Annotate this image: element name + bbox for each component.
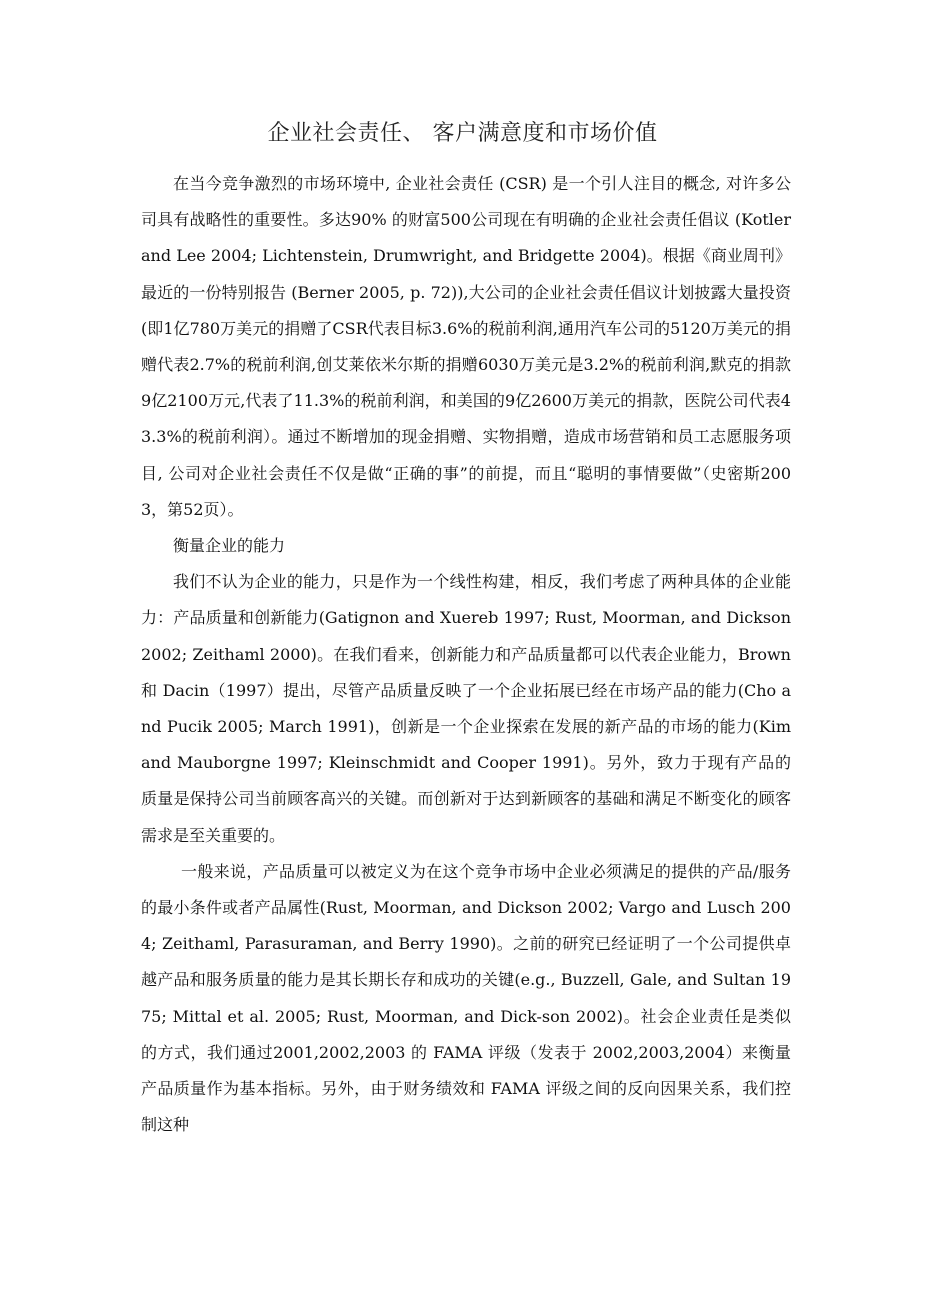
paragraph-product-quality: 一般来说，产品质量可以被定义为在这个竞争市场中企业必须满足的提供的产品/服务的最小条件或者产品属性(Rust, Moorman, and Dickson 2002; Vargo and Lusch 2004; Zeithaml, Parasuraman, and Berry 1990)。之前的研究已经证明了一个公司提供卓越产品和服务质量的能力是其长期长存和成功的关键(e.g., Buzzell, Gale, and Sultan 1975; Mittal et al. 2005; Rust, Moorman, and Dick-son 2002)。社会企业责任是类似的方式，我们通过2001,2002,2003 的 FAMA 评级（发表于 2002,2003,2004）来衡量产品质量作为基本指标。另外，由于财务绩效和 FAMA 评级之间的反向因果关系，我们控制这种 xyxy=(141,861,791,1135)
section-heading-capabilities: 衡量企业的能力 xyxy=(173,536,286,556)
document-title: 企业社会责任、 客户满意度和市场价值 xyxy=(267,121,658,146)
document-body xyxy=(141,166,791,1143)
paragraph-capabilities: 我们不认为企业的能力，只是作为一个线性构建，相反，我们考虑了两种具体的企业能力：产品质量和创新能力(Gatignon and Xuereb 1997; Rust, Moorman, and Dickson 2002; Zeithaml 2000)。在我们看来，创新能力和产品质量都可以代表企业能力，Brown 和 Dacin（1997）提出，尽管产品质量反映了一个企业拓展已经在市场产品的能力(Cho and Pucik 2005; March 1991)，创新是一个企业探索在发展的新产品的市场的能力(Kim and Mauborgne 1997; Kleinschmidt and Cooper 1991)。另外，致力于现有产品的质量是保持公司当前顾客高兴的关键。而创新对于达到新顾客的基础和满足不断变化的顾客需求是至关重要的。 xyxy=(141,572,791,845)
paragraph-csr-intro: 在当今竞争激烈的市场环境中, 企业社会责任 (CSR) 是一个引人注目的概念, 对许多公司具有战略性的重要性。多达90% 的财富500公司现在有明确的企业社会责任倡议 (Kotler and Lee 2004; Lichtenstein, Drumwright, and Bridgette 2004)。根据《商业周刊》最近的一份特别报告 (Berner 2005, p. 72)),大公司的企业社会责任倡议计划披露大量投资 (即1亿780万美元的捐赠了CSR代表目标3.6%的税前利润,通用汽车公司的5120万美元的捐赠代表2.7%的税前利润,创艾莱依米尔斯的捐赠6030万美元是3.2%的税前利润,默克的捐款9亿2100万元,代表了11.3%的税前利润，和美国的9亿2600万美元的捐款，医院公司代表43.3%的税前利润）。通过不断增加的现金捐赠、实物捐赠，造成市场营销和员工志愿服务项目, 公司对企业社会责任不仅是做“正确的事”的前提，而且“聪明的事情要做”（史密斯2003，第52页）。 xyxy=(141,174,791,519)
